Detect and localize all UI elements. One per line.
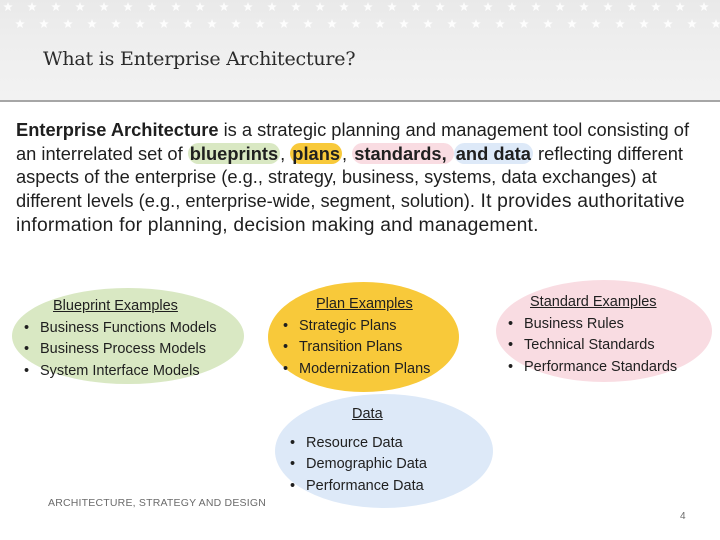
blueprint-examples [24,296,217,382]
star-icon [63,19,73,28]
star-icon [651,2,661,11]
star-icon [555,2,565,11]
star-icon [375,19,385,28]
star-icon [435,2,445,11]
star-icon [423,19,433,28]
star-icon [687,19,697,28]
star-icon [195,2,205,11]
intro-comma-1: , [280,142,291,164]
highlight-plans: plans [292,142,341,164]
data-examples [290,404,427,497]
star-icon [75,2,85,11]
star-icon [87,19,97,28]
intro-comma-2: , [342,142,353,164]
star-icon [123,2,133,11]
blueprint-item: • Business Functions Models [24,318,217,340]
data-item: • Performance Data [290,476,427,498]
star-icon [39,19,49,28]
star-icon [183,19,193,28]
star-icon [543,19,553,28]
star-icon [27,2,37,11]
intro-text-3: It provides authoritative information for planning, decision making and management. [16,190,685,236]
star-icon [711,19,720,28]
star-icon [471,19,481,28]
standard-item: • Business Rules [508,314,677,336]
star-icon [351,19,361,28]
highlight-blueprints: blueprints [189,142,279,164]
star-icon [267,2,277,11]
blueprint-heading: Blueprint Examples [53,298,178,314]
star-icon [663,19,673,28]
star-icon [303,19,313,28]
blueprint-item: • Business Process Models [24,339,217,361]
star-icon [627,2,637,11]
standard-heading: Standard Examples [530,294,657,310]
star-icon [171,2,181,11]
plan-item: • Strategic Plans [283,316,430,338]
star-icon [327,19,337,28]
star-icon [291,2,301,11]
star-icon [279,19,289,28]
star-icon [567,19,577,28]
star-icon [531,2,541,11]
star-icon [411,2,421,11]
data-heading: Data [352,406,383,422]
plan-item: • Transition Plans [283,337,430,359]
star-icon [255,19,265,28]
star-icon [699,2,709,11]
star-icon [243,2,253,11]
plan-examples [283,294,430,380]
star-icon [615,19,625,28]
page-number: 4 [680,511,686,522]
header-band [0,0,720,100]
intro-paragraph [16,118,706,238]
highlight-data: and data [455,142,531,164]
blueprint-item: • System Interface Models [24,361,217,383]
star-icon [111,19,121,28]
star-icon [519,19,529,28]
standard-item: • Technical Standards [508,335,677,357]
intro-term: Enterprise Architecture [16,119,219,140]
data-item: • Demographic Data [290,454,427,476]
star-icon [99,2,109,11]
plan-heading: Plan Examples [316,296,413,312]
standard-examples [508,292,677,378]
star-icon [579,2,589,11]
star-icon [135,19,145,28]
header-divider [0,100,720,102]
plan-item: • Modernization Plans [283,359,430,381]
star-icon [363,2,373,11]
star-icon [339,2,349,11]
star-icon [483,2,493,11]
star-icon [207,19,217,28]
star-icon [639,19,649,28]
star-icon [159,19,169,28]
star-icon [447,19,457,28]
slide-title: What is Enterprise Architecture? [43,48,356,70]
star-icon [495,19,505,28]
stars-decoration [0,0,720,40]
star-icon [51,2,61,11]
star-icon [15,19,25,28]
intro-text-2: reflecting different aspects of the enterprise (e.g., strategy, business, systems, data exchanges) at different levels (e.g., enterprise-wide, segment, solution). [16,142,683,211]
star-icon [507,2,517,11]
star-icon [219,2,229,11]
highlight-standards: standards, [354,142,452,164]
footer-text: ARCHITECTURE, STRATEGY AND DESIGN [48,497,266,509]
star-icon [459,2,469,11]
star-icon [675,2,685,11]
star-icon [147,2,157,11]
star-icon [399,19,409,28]
star-icon [3,2,13,11]
intro-text-1: is a strategic planning and management tool consisting of an interrelated set of [16,119,690,164]
star-icon [603,2,613,11]
standard-item: • Performance Standards [508,357,677,379]
star-icon [591,19,601,28]
data-item: • Resource Data [290,433,427,455]
star-icon [315,2,325,11]
star-icon [231,19,241,28]
star-icon [387,2,397,11]
